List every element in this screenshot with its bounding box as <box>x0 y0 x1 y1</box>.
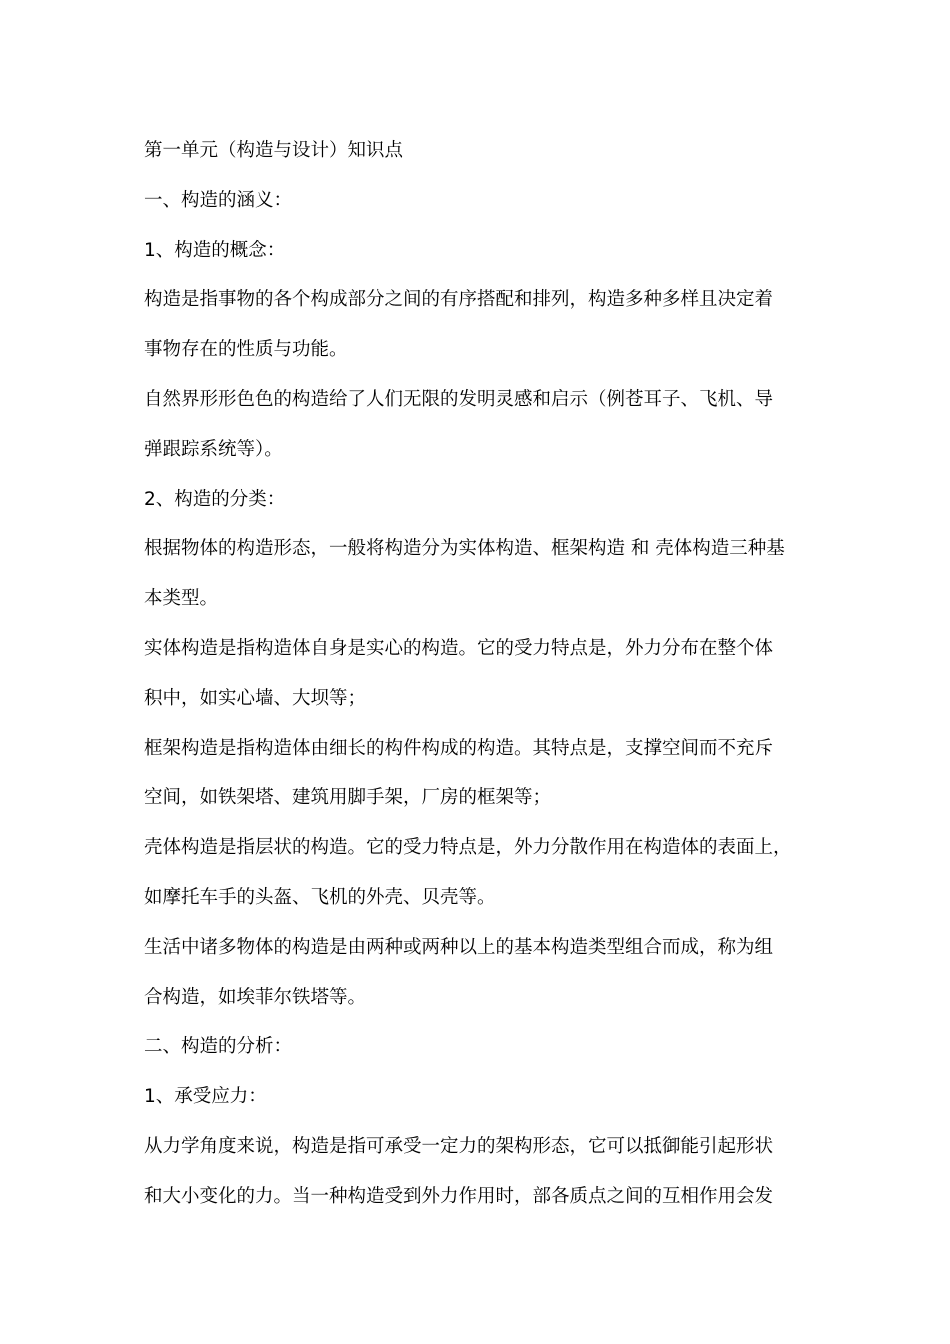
paragraph-line: 实体构造是指构造体自身是实心的构造。它的受力特点是，外力分布在整个体 <box>144 637 774 659</box>
subsection-heading: 2、构造的分类： <box>144 488 286 510</box>
paragraph-line: 根据物体的构造形态，一般将构造分为实体构造、框架构造 和 壳体构造三种基 <box>144 538 785 560</box>
paragraph-line: 框架构造是指构造体由细长的构件构成的构造。其特点是，支撑空间而不充斥 <box>144 737 774 759</box>
subsection-heading: 1、承受应力： <box>144 1086 267 1108</box>
paragraph-line: 从力学角度来说，构造是指可承受一定力的架构形态，它可以抵御能引起形状 <box>144 1135 774 1157</box>
paragraph-line: 合构造，如埃菲尔铁塔等。 <box>144 986 367 1008</box>
section-heading: 二、构造的分析： <box>144 1036 293 1058</box>
paragraph-line: 和大小变化的力。当一种构造受到外力作用时，部各质点之间的互相作用会发 <box>144 1185 774 1207</box>
paragraph-line: 空间，如铁架塔、建筑用脚手架，厂房的框架等； <box>144 787 552 809</box>
section-heading: 一、构造的涵义： <box>144 189 293 211</box>
paragraph-line: 弹跟踪系统等）。 <box>144 438 283 460</box>
document-title: 第一单元（构造与设计）知识点 <box>144 140 404 161</box>
paragraph-line: 壳体构造是指层状的构造。它的受力特点是，外力分散作用在构造体的表面上， <box>144 837 792 859</box>
paragraph-line: 自然界形形色色的构造给了人们无限的发明灵感和启示（例苍耳子、飞机、导 <box>144 388 774 410</box>
paragraph-line: 积中，如实心墙、大坝等； <box>144 687 367 709</box>
paragraph-line: 构造是指事物的各个构成部分之间的有序搭配和排列，构造多种多样且决定着 <box>144 289 774 311</box>
paragraph-line: 如摩托车手的头盔、飞机的外壳、贝壳等。 <box>144 886 496 908</box>
paragraph-line: 生活中诸多物体的构造是由两种或两种以上的基本构造类型组合而成，称为组 <box>144 936 774 958</box>
paragraph-line: 本类型。 <box>144 588 219 610</box>
subsection-heading: 1、构造的概念： <box>144 239 286 261</box>
paragraph-line: 事物存在的性质与功能。 <box>144 339 348 361</box>
document-body <box>144 132 816 1228</box>
